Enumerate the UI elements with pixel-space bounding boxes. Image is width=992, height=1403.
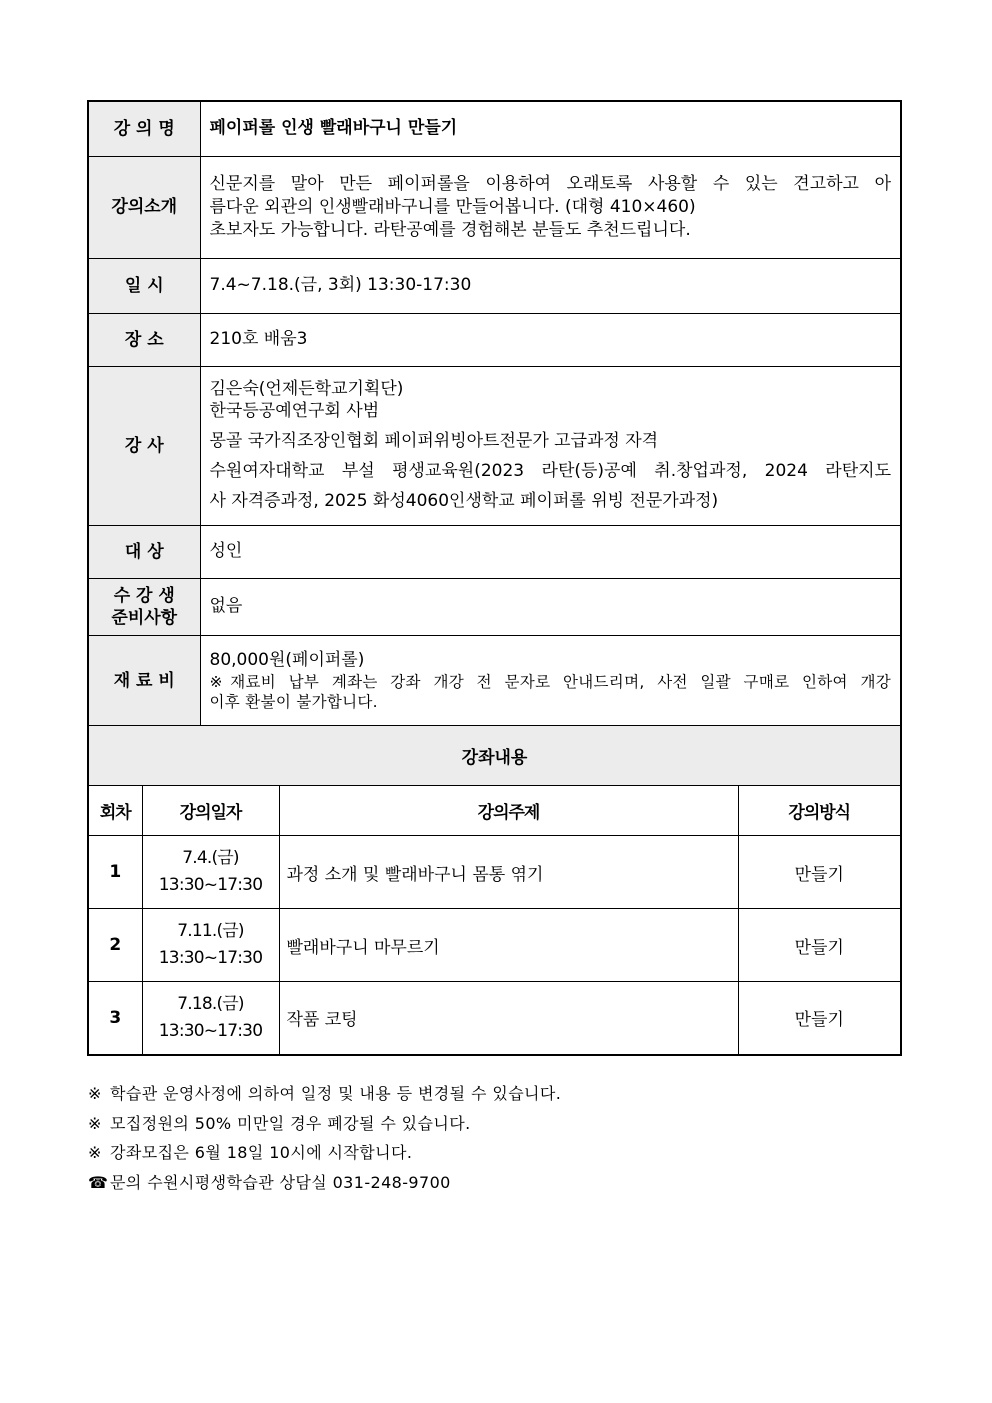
session-number: 1 <box>88 836 142 909</box>
session-method: 만들기 <box>738 982 901 1055</box>
schedule-value: 7.4~7.18.(금, 3회) 13:30-17:30 <box>200 258 901 313</box>
session-day: 7.18.(금) <box>177 993 244 1014</box>
session-date <box>142 909 279 982</box>
course-schedule-table <box>87 725 902 1056</box>
fee-note: ※재료비 납부 계좌는 강좌 개강 전 문자로 안내드리며, 사전 일괄 구매로 인하여 개강 <box>209 673 891 691</box>
session-method: 만들기 <box>738 909 901 982</box>
session-day: 7.4.(금) <box>182 848 239 868</box>
column-header: 강의주제 <box>279 786 738 836</box>
notice-list <box>88 1079 561 1197</box>
notice-text: 강좌모집은 6월 18일 10시에 시작합니다. <box>110 1143 413 1162</box>
column-header: 회차 <box>88 786 142 836</box>
teacher-line: 한국등공예연구회 사범 <box>209 400 380 421</box>
intro-line: 초보자도 가능합니다. 라탄공예를 경험해본 분들도 추천드립니다. <box>209 219 691 240</box>
intro-line: 신문지를 말아 만든 페이퍼롤을 이용하여 오래토록 사용할 수 있는 견고하고 아 <box>209 173 891 194</box>
section-title: 강좌내용 <box>88 726 901 786</box>
session-topic: 과정 소개 및 빨래바구니 몸통 엮기 <box>279 836 738 909</box>
session-day: 7.11.(금) <box>177 921 244 941</box>
intro-text <box>200 156 901 258</box>
session-number: 2 <box>88 909 142 982</box>
notice-item <box>88 1109 561 1139</box>
column-header: 강의방식 <box>738 786 901 836</box>
prep-label-line: 준비사항 <box>111 607 178 628</box>
reference-mark: ※ <box>88 1113 102 1133</box>
row-title <box>88 101 901 156</box>
schedule-label: 일 시 <box>88 258 200 313</box>
contact-line <box>88 1168 561 1198</box>
notice-item <box>88 1138 561 1168</box>
session-time: 13:30~17:30 <box>158 1020 263 1041</box>
intro-label: 강의소개 <box>88 156 200 258</box>
session-number: 3 <box>88 982 142 1055</box>
session-time: 13:30~17:30 <box>158 875 263 895</box>
row-schedule <box>88 258 901 313</box>
column-header: 강의일자 <box>142 786 279 836</box>
teacher-line: 김은숙(언제든학교기획단) <box>209 378 404 399</box>
row-fee <box>88 635 901 726</box>
fee-value: 80,000원(페이퍼롤) <box>209 650 365 670</box>
table-row <box>88 982 901 1055</box>
teacher-label: 강 사 <box>88 366 200 525</box>
teacher-line: 수원여자대학교 부설 평생교육원(2023 라탄(등)공예 취.창업과정, 2024 라탄지도 <box>209 460 891 481</box>
title-label: 강 의 명 <box>88 101 200 156</box>
reference-mark: ※ <box>88 1143 102 1162</box>
notice-item <box>88 1079 561 1109</box>
intro-line: 름다운 외관의 인생빨래바구니를 만들어봅니다. (대형 410×460) <box>209 196 696 217</box>
session-topic: 작품 코팅 <box>279 982 738 1055</box>
notice-text: 학습관 운영사정에 의하여 일정 및 내용 등 변경될 수 있습니다. <box>110 1084 562 1103</box>
course-title: 페이퍼롤 인생 빨래바구니 만들기 <box>200 101 901 156</box>
table-row <box>88 836 901 909</box>
reference-mark: ※ <box>88 1084 102 1103</box>
fee-note: 이후 환불이 불가합니다. <box>209 693 378 711</box>
session-topic: 빨래바구니 마무르기 <box>279 909 738 982</box>
fee-text <box>200 635 901 726</box>
teacher-text <box>200 366 901 525</box>
notice-text: 모집정원의 50% 미만일 경우 폐강될 수 있습니다. <box>110 1113 471 1133</box>
row-intro <box>88 156 901 258</box>
course-info-table <box>87 100 902 727</box>
prep-label-line: 수 강 생 <box>113 585 175 606</box>
session-date <box>142 982 279 1055</box>
session-date <box>142 836 279 909</box>
table-row <box>88 909 901 982</box>
prep-label <box>88 578 200 635</box>
target-label: 대 상 <box>88 525 200 578</box>
column-header-row <box>88 786 901 836</box>
prep-value: 없음 <box>200 578 901 635</box>
row-teacher <box>88 366 901 525</box>
section-header-row <box>88 726 901 786</box>
fee-label: 재 료 비 <box>88 635 200 726</box>
target-value: 성인 <box>200 525 901 578</box>
telephone-icon: ☎ <box>88 1172 109 1192</box>
row-target <box>88 525 901 578</box>
contact-text: 문의 수원시평생학습관 상담실 031-248-9700 <box>110 1172 451 1192</box>
row-prep <box>88 578 901 635</box>
place-value: 210호 배움3 <box>200 313 901 366</box>
place-label: 장 소 <box>88 313 200 366</box>
teacher-line: 몽골 국가직조장인협회 페이퍼위빙아트전문가 고급과정 자격 <box>209 430 659 451</box>
row-place <box>88 313 901 366</box>
teacher-line: 사 자격증과정, 2025 화성4060인생학교 페이퍼롤 위빙 전문가과정) <box>209 490 719 511</box>
session-method: 만들기 <box>738 836 901 909</box>
session-time: 13:30~17:30 <box>158 948 263 968</box>
